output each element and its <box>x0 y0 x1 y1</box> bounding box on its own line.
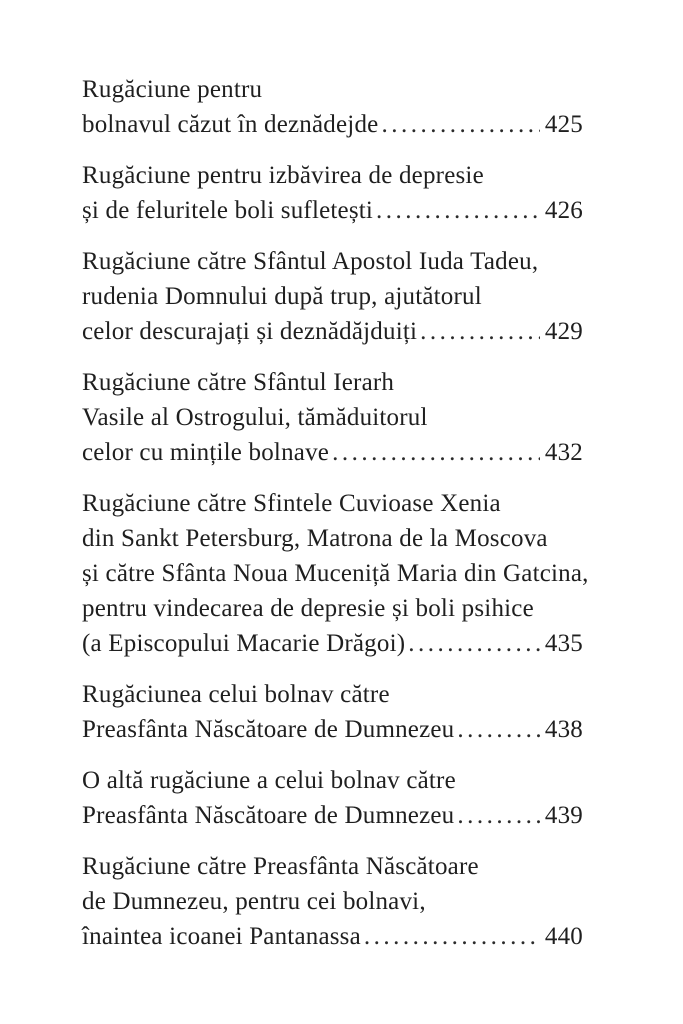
toc-entry <box>82 158 583 228</box>
toc-leader-line <box>82 712 583 747</box>
toc-line: O altă rugăciune a celui bolnav către <box>82 767 456 794</box>
dot-leader <box>364 919 540 954</box>
toc-line: înaintea icoanei Pantanassa <box>82 923 361 950</box>
toc-leader-line <box>82 798 583 833</box>
toc-line: celor descurajați și deznădăjduiți <box>82 318 418 345</box>
toc-line: Preasfânta Născătoare de Dumnezeu <box>82 716 455 743</box>
page-number: 432 <box>544 439 583 466</box>
toc-line: rudenia Domnului după trup, ajutătorul <box>82 283 482 310</box>
toc-leader-line <box>82 107 583 142</box>
toc-leader-line <box>82 193 583 228</box>
dot-leader <box>376 193 540 228</box>
toc-line: Vasile al Ostrogului, tămăduitorul <box>82 404 428 431</box>
toc-line: Rugăciune către Sfântul Ierarh <box>82 369 395 396</box>
toc-line: Rugăciune către Preasfânta Născătoare <box>82 853 479 880</box>
toc-line: Rugăciune pentru <box>82 76 263 103</box>
page-number: 425 <box>544 111 583 138</box>
page-number: 426 <box>544 197 583 224</box>
toc-leader-line <box>82 314 583 349</box>
page-number: 440 <box>544 923 583 950</box>
page-number: 435 <box>544 630 583 657</box>
dot-leader <box>457 712 540 747</box>
dot-leader <box>457 798 540 833</box>
toc-entry <box>82 486 589 661</box>
toc-line: și de feluritele boli sufletești <box>82 197 374 224</box>
toc-entry <box>82 763 583 833</box>
toc-line: bolnavul căzut în deznădejde <box>82 111 379 138</box>
toc-leader-line <box>82 919 583 954</box>
toc-line: celor cu mințile bolnave <box>82 439 330 466</box>
toc-line: (a Episcopului Macarie Drăgoi) <box>82 630 406 657</box>
page-number: 439 <box>544 802 583 829</box>
toc-line: de Dumnezeu, pentru cei bolnavi, <box>82 888 426 915</box>
toc-line: și către Sfânta Noua Muceniță Maria din Gatcina, <box>82 560 589 587</box>
page-number: 429 <box>544 318 583 345</box>
page-number: 438 <box>544 716 583 743</box>
toc-line: Rugăciune către Sfântul Apostol Iuda Tadeu, <box>82 248 539 275</box>
toc-line: Rugăciune pentru izbăvirea de depresie <box>82 162 484 189</box>
dot-leader <box>381 107 539 142</box>
toc-line: din Sankt Petersburg, Matrona de la Moscova <box>82 525 548 552</box>
toc-entry <box>82 677 583 747</box>
dot-leader <box>332 435 540 470</box>
toc-line: Rugăciune către Sfintele Cuvioase Xenia <box>82 490 501 517</box>
toc-line: pentru vindecarea de depresie și boli psihice <box>82 595 534 622</box>
toc-entry <box>82 72 583 142</box>
dot-leader <box>420 314 540 349</box>
toc-entry <box>82 365 583 470</box>
table-of-contents <box>82 72 589 954</box>
toc-leader-line <box>82 626 583 661</box>
toc-entry <box>82 849 583 954</box>
dot-leader <box>408 626 540 661</box>
toc-leader-line <box>82 435 583 470</box>
toc-line: Preasfânta Născătoare de Dumnezeu <box>82 802 455 829</box>
toc-entry <box>82 244 583 349</box>
toc-line: Rugăciunea celui bolnav către <box>82 681 390 708</box>
